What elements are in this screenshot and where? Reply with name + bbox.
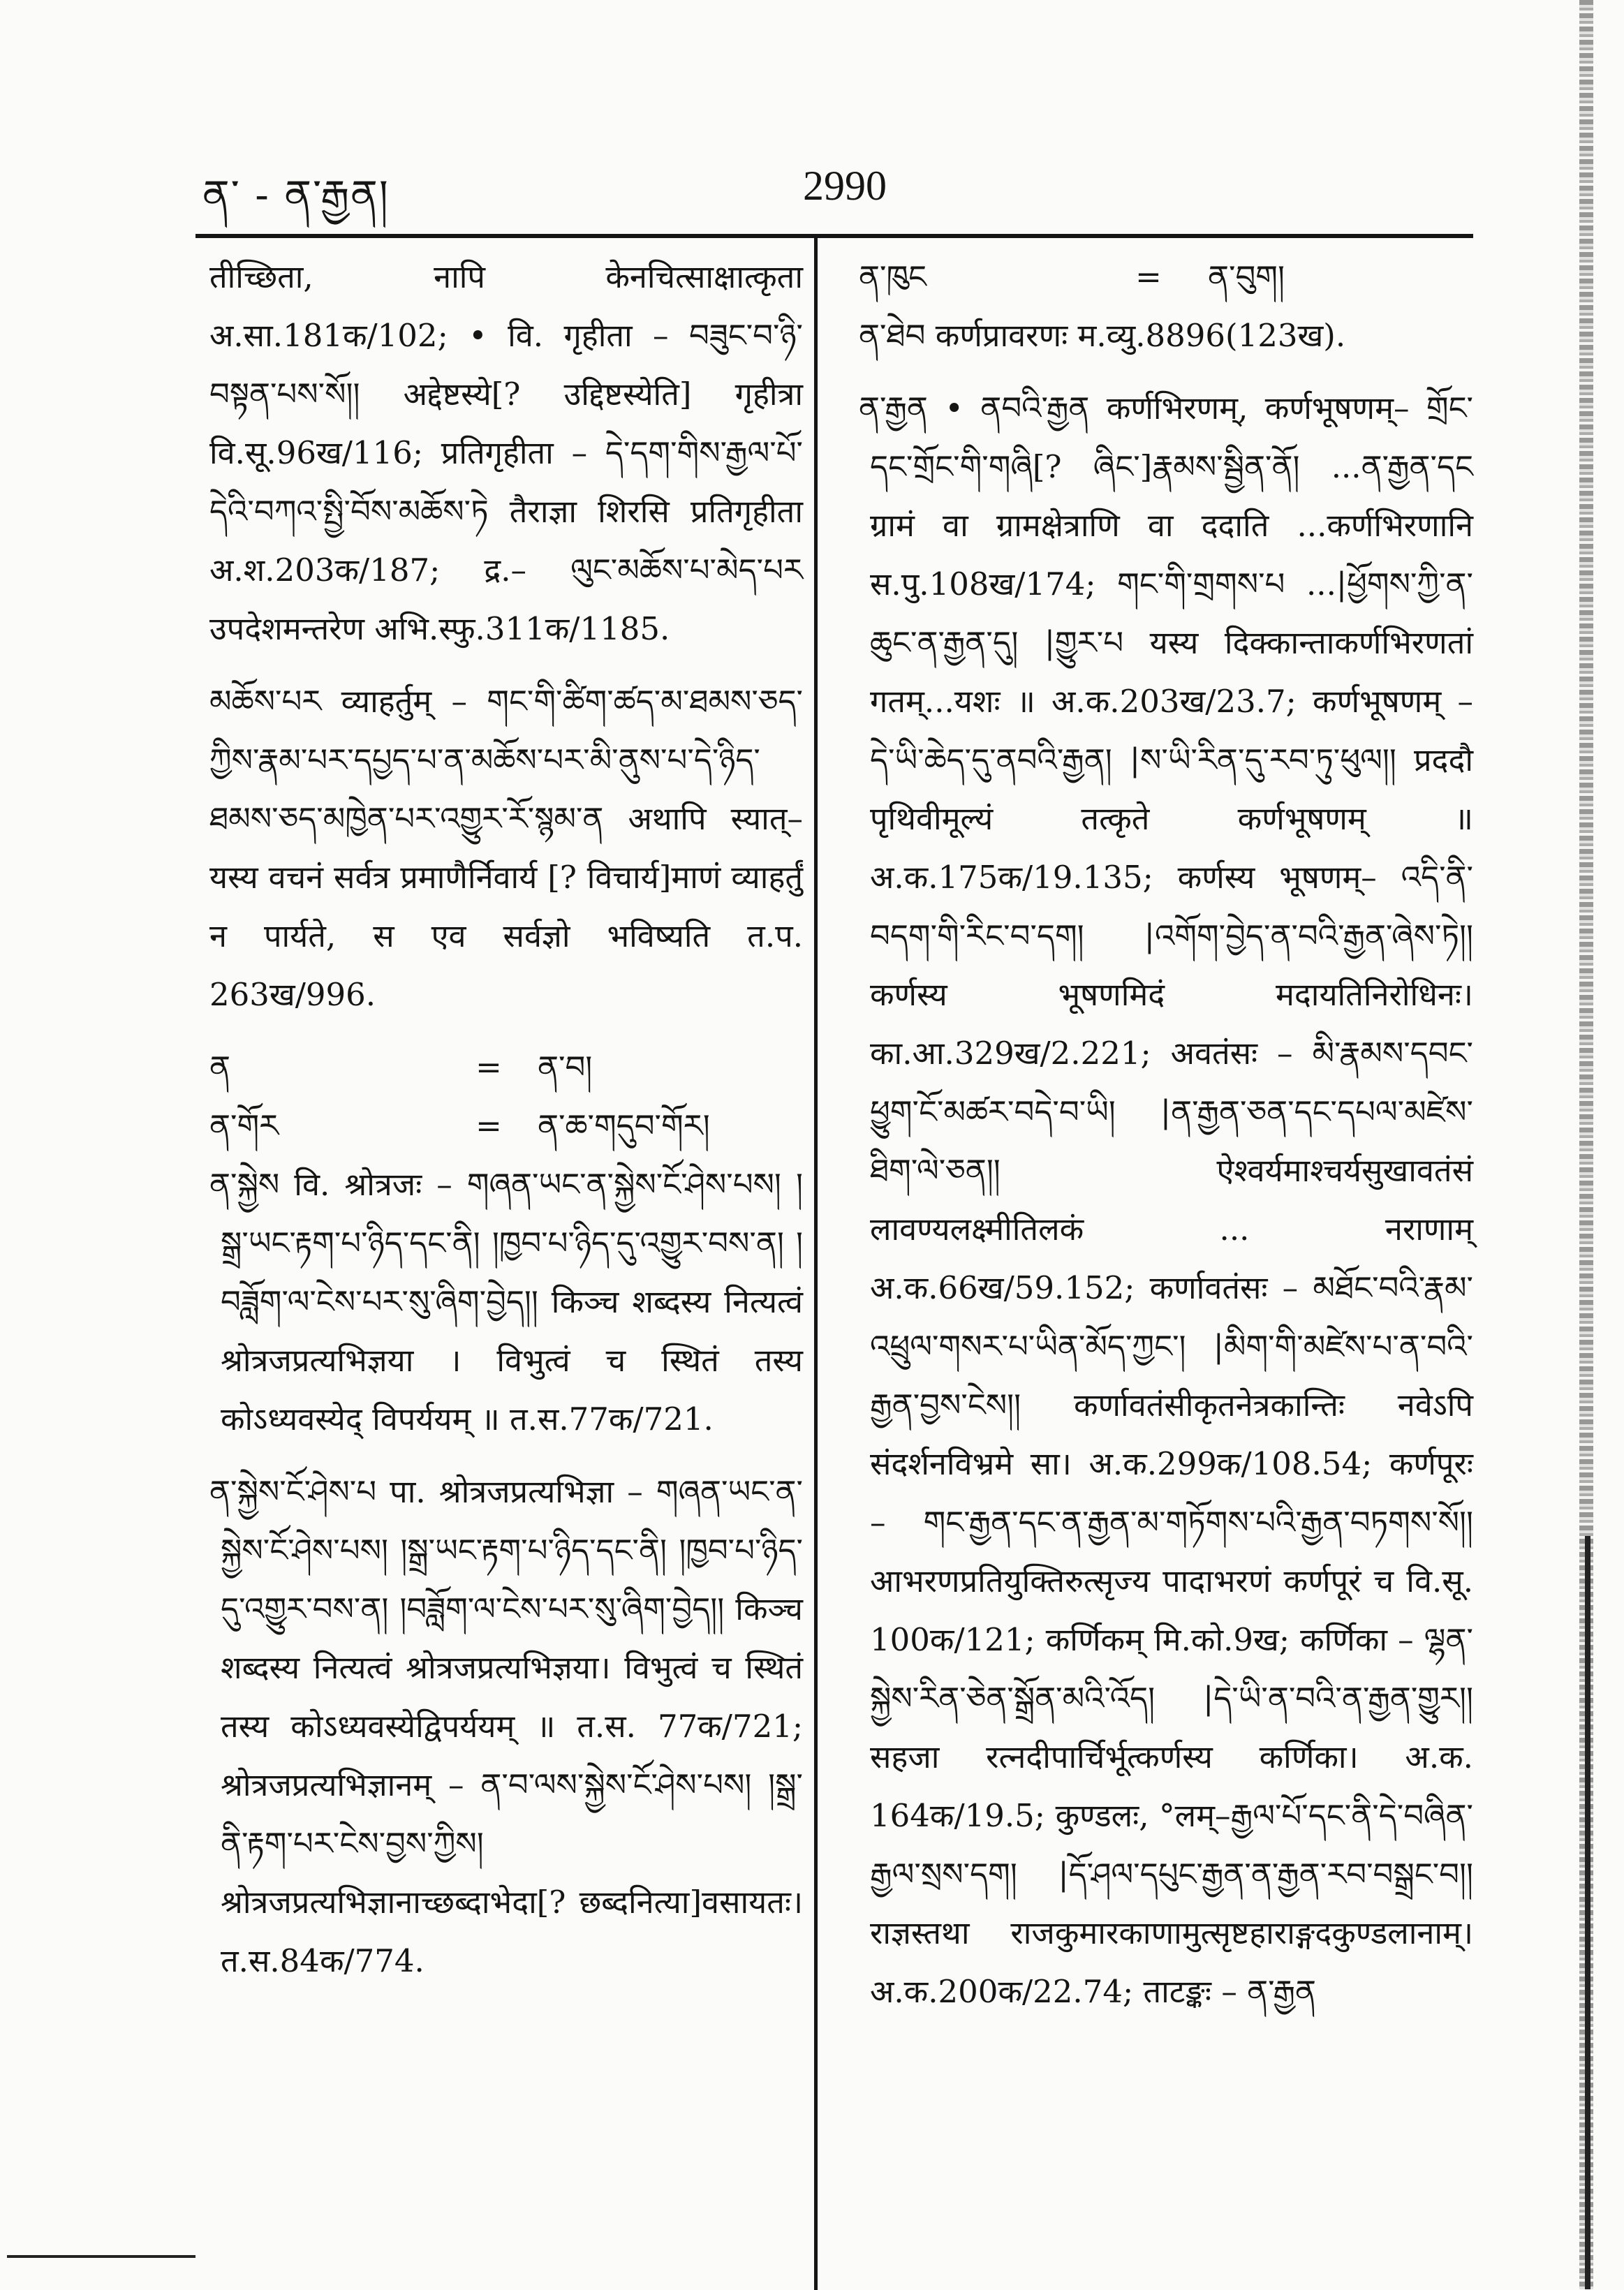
book-spine-shadow — [1585, 1536, 1590, 2289]
page-number: 2990 — [803, 163, 887, 209]
cross-reference — [859, 248, 1473, 306]
entry-text: ན་སྐྱེས वि. श्रोत्रजः – གཞན་ཡང་ན་སྐྱེས་ངོ་ཤེས་པས། །སྒྲ་ཡང་རྟག་པ་ཉིད་དང་ནི། །ཁྱབ་པ་ཉིད་དུ་འགྱུར་བས་ན། །བཟློག་ལ་ངེས་པར་སུ་ཞིག་བྱེད།། किञ्च शब्दस्य नित्यत्वं श्रोत्रजप्रत्यभिज्ञया । विभुत्वं च स्थितं तस्य कोऽध्यवस्येद् विपर्ययम् ॥ त.स.77क/721. — [209, 1166, 803, 1438]
entry-text: ན་ཐེབ कर्णप्रावरणः म.व्यु.8896(123ख). — [859, 317, 1346, 354]
equals-sign: = — [475, 1107, 502, 1144]
entry-text: ན་སྐྱེས་ངོ་ཤེས་པ पा. श्रोत्रजप्रत्यभिज्ञा – གཞན་ཡང་ན་སྐྱེས་ངོ་ཤེས་པས། །སྒྲ་ཡང་རྟག་པ་ཉིད་དང་ནི། །ཁྱབ་པ་ཉིད་དུ་འགྱུར་བས་ན། །བཟློག་ལ་ངེས་པར་སུ་ཞིག་བྱེད།། किञ्च शब्दस्य नित्यत्वं श्रोत्रजप्रत्यभिज्ञया। विभुत्वं च स्थितं तस्य कोऽध्यवस्येद्विपर्ययम् ॥ त.स. 77क/721; श्रोत्रजप्रत्यभिज्ञानम् – ན་བ་ལས་སྐྱེས་ངོ་ཤེས་པས། །སྒྲ་ནི་རྟག་པར་ངེས་བྱས་ཀྱིས། श्रोत्रजप्रत्यभिज्ञानाच्छब्दाभेदा[? छब्दनित्या]वसायतः। त.स.84क/774. — [209, 1473, 803, 1979]
headword: ན་ཁུང — [859, 258, 927, 295]
headword: ན་གོར — [209, 1107, 279, 1144]
headword: ན — [209, 1049, 231, 1086]
equals-sign: = — [475, 1049, 502, 1086]
reference-target: ན་བུག། — [1208, 258, 1285, 295]
header-guide-words: ན་ - ན་རྒྱན། — [202, 171, 390, 219]
cross-reference — [209, 1097, 803, 1155]
equals-sign: = — [1135, 258, 1162, 295]
reference-target: ན་བ། — [538, 1049, 593, 1086]
top-rule — [195, 234, 1473, 238]
left-column — [209, 248, 803, 2004]
reference-target: ན་ཆ་གདུབ་གོར། — [538, 1107, 710, 1144]
right-column — [859, 248, 1473, 2035]
entry-text: ན་རྒྱན • ནབའི་རྒྱན कर्णभिरणम्, कर्णभूषणम्– གྲོང་དང་གྲོང་གི་གཞི[? ཞིང་]རྣམས་སྦྱིན་ནོ། ...ན་རྒྱན་དང ग्रामं वा ग्रामक्षेत्राणि वा ददाति ...कर्णभिरणानि स.पु.108ख/174; གང་གི་གྲགས་པ ...|ཕྱོགས་ཀྱི་ན་ཆུང་ན་རྒྱན་དུ། |གྱུར་པ यस्य दिक्कान्ताकर्णभिरणतां गतम्...यशः ॥ अ.क.203ख/23.7; कर्णभूषणम् – དེ་ཡི་ཆེད་དུ་ནབའི་རྒྱན། |ས་ཡི་རིན་དུ་རབ་ཏུ་ཕུལ།། प्रददौ पृथिवीमूल्यं तत्कृते कर्णभूषणम् ॥ अ.क.175क/19.135; कर्णस्य भूषणम्– འདི་ནི་བདག་གི་རིང་བ་དག། |འགོག་བྱེད་ན་བའི་རྒྱན་ཞེས་ཏེ།། कर्णस्य भूषणमिदं मदायतिनिरोधिनः। का.आ.329ख/2.221; अवतंसः – མི་རྣམས་དབང་ཕྱུག་ངོ་མཚར་བདེ་བ་ཡི། |ན་རྒྱན་ཅན་དང་དཔལ་མཛེས་ཐིག་ལེ་ཅན།། ऐश्वर्यमाश्चर्यसुखावतंसं लावण्यलक्ष्मीतिलकं ... नराणाम् अ.क.66ख/59.152; कर्णावतंसः – མཐོང་བའི་རྣམ་འཕྲུལ་གསར་པ་ཡིན་མོད་ཀྱང་། |མིག་གི་མཛེས་པ་ན་བའི་རྒྱན་བྱས་ངེས།། कर्णावतंसीकृतनेत्रकान्तिः नवेऽपि संदर्शनविभ्रमे सा। अ.क.299क/108.54; कर्णपूरः – གང་རྒྱན་དང་ན་རྒྱན་མ་གཏོགས་པའི་རྒྱན་བཏགས་སོ།། आभरणप्रतियुक्तिरुत्सृज्य पादाभरणं कर्णपूरं च वि.सू. 100क/121; कर्णिकम् मि.को.9ख; कर्णिका – ལྷན་སྐྱེས་རིན་ཅེན་སྒྲོན་མའི་འོད། |དེ་ཡི་ན་བའི་ན་རྒྱན་གྱུར།། सहजा रत्नदीपार्चिर्भूत्कर्णस्य कर्णिका। अ.क. 164क/19.5; कुण्डलः, °लम्–རྒྱལ་པོ་དང་ནི་དེ་བཞིན་རྒྱལ་སྲས་དག། |དོ་ཤལ་དཔུང་རྒྱན་ན་རྒྱན་རབ་བསྒྲང་བ།། राज्ञस्तथा राजकुमारकाणामुत्सृष्टहाराङ्गदकुण्डलानाम्। अ.क.200क/22.74; ताटङ्कः – ན་རྒྱན — [859, 390, 1473, 2010]
scan-mark — [7, 2255, 195, 2258]
cross-reference — [209, 1038, 803, 1097]
entry-text: མཆོས་པར व्याहर्तुम् – གང་གི་ཚིག་ཚད་མ་ཐམས་ཅད་ཀྱིས་རྣམ་པར་དཔྱད་པ་ན་མཆོས་པར་མི་ནུས་པ་དེ་ཉིད་ཐམས་ཅད་མཁྱེན་པར་འགྱུར་རོ་སྙམ་ན अथापि स्यात्– यस्य वचनं सर्वत्र प्रमाणैर्निवार्य [? विचार्य]माणं व्याहर्तुं न पार्यते, स एव सर्वज्ञो भविष्यति त.प. 263ख/996. — [209, 683, 803, 1013]
column-divider — [814, 237, 818, 2290]
entry-text: तीच्छिता, नापि केनचित्साक्षात्कृता अ.सा.181क/102; • वि. गृहीता – བཟུང་བ་ཉི་བསྟན་པས་སོ།། अद्देष्टस्ये[? उद्दिष्टस्येति] गृहीत्रा वि.सू.96ख/116; प्रतिगृहीता – དེ་དག་གིས་རྒྱལ་པོ་དེའི་བཀའ་སྤྱི་བོས་མཆོས་ཏེ तैराज्ञा शिरसि प्रतिगृहीता अ.श.203क/187; द्र.– ལུང་མཆོས་པ་མེད་པར उपदेशमन्तरेण अभि.स्फु.311क/1185. — [209, 258, 803, 647]
